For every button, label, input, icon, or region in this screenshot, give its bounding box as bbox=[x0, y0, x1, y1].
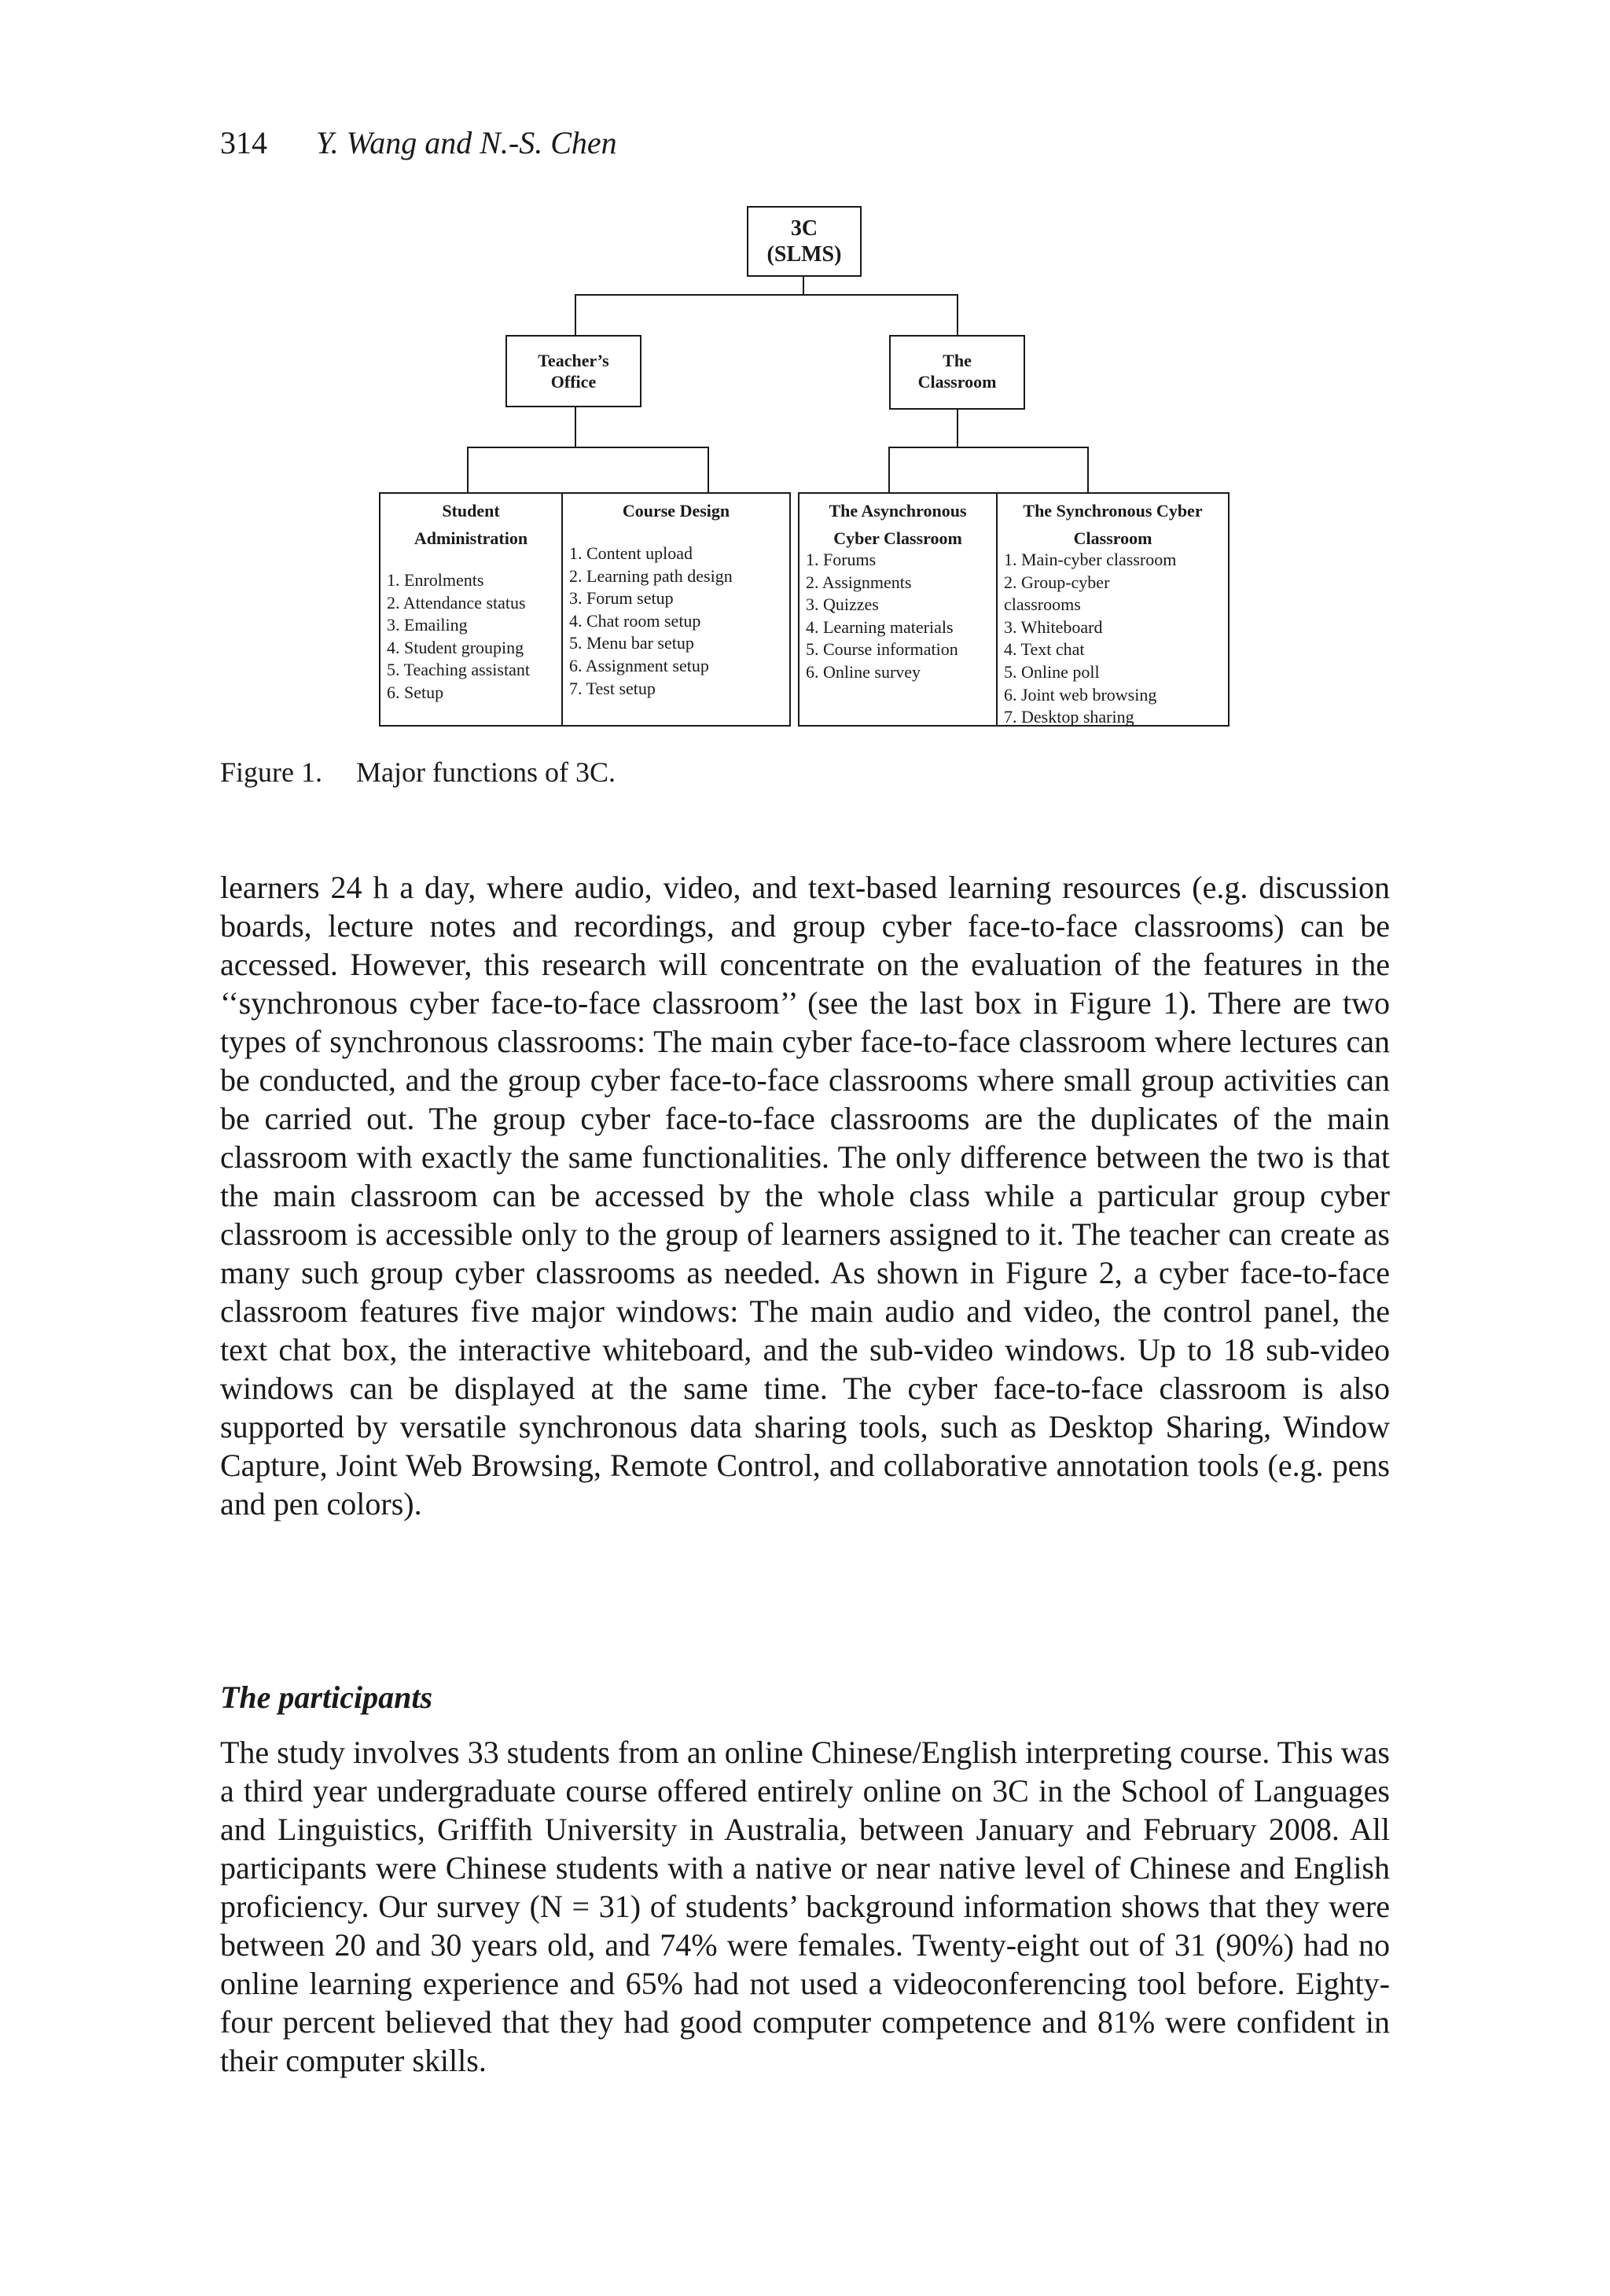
authors: Y. Wang and N.-S. Chen bbox=[316, 125, 617, 160]
the-classroom-title-line1: The bbox=[943, 351, 972, 370]
list-item: 7. Desktop sharing bbox=[1004, 707, 1134, 727]
list-item: 3. Emailing bbox=[387, 615, 468, 635]
list-item: 5. Menu bar setup bbox=[569, 633, 694, 653]
list-item: 4. Student grouping bbox=[387, 637, 524, 657]
sync-title-line1: The Synchronous Cyber bbox=[1023, 501, 1203, 521]
teachers-office-title-line1: Teacher’s bbox=[538, 351, 609, 370]
list-item: 4. Chat room setup bbox=[569, 610, 701, 631]
page-number: 314 bbox=[220, 125, 267, 160]
async-cyber-classroom-box bbox=[798, 492, 998, 727]
list-item: 2. Assignments bbox=[806, 572, 912, 592]
root-box-3c-slms bbox=[747, 206, 862, 277]
sync-title-line2: Classroom bbox=[1073, 528, 1152, 548]
connector-office-down bbox=[575, 407, 576, 448]
list-item: 4. Learning materials bbox=[806, 616, 954, 637]
connector-office-horizontal bbox=[467, 447, 709, 448]
connector-root-down bbox=[803, 277, 804, 296]
list-item: 2. Attendance status bbox=[387, 592, 526, 613]
course-design-list bbox=[569, 543, 783, 700]
course-design-box bbox=[561, 492, 791, 727]
connector-classroom-down bbox=[957, 410, 958, 448]
connector-to-teachers-office bbox=[575, 294, 576, 335]
list-item: 2. Learning path design bbox=[569, 565, 733, 586]
list-item: 1. Main-cyber classroom bbox=[1004, 550, 1177, 569]
paragraph-text: The study involves 33 students from an online Chinese/English interpreting course. This was a third year undergraduate course offered entirely online on 3C in the School of Languages and Linguistics, Griffith University in Australia, between January and February 2008. All participants were Chinese students with a native or near native level of Chinese and English proficiency. Our survey (N = 31) of students’ background information shows that they were between 20 and 30 years old, and 74% were females. Twenty-eight out of 31 (90%) had no online learning experience and 65% had not used a videoconferencing tool before. Eighty-four percent believed that they had good computer competence and 81% were confident in their computer skills. bbox=[220, 1735, 1390, 2078]
root-box-title-line2: (SLMS) bbox=[766, 242, 842, 267]
student-administration-box bbox=[379, 492, 563, 727]
list-item: 5. Teaching assistant bbox=[387, 660, 530, 680]
student-administration-title-line2: Administration bbox=[414, 528, 528, 548]
root-box-title-line1: 3C bbox=[790, 216, 818, 241]
course-design-title: Course Design bbox=[622, 501, 730, 521]
list-item: 3. Forum setup bbox=[569, 588, 674, 609]
list-item: 6. Assignment setup bbox=[569, 655, 709, 675]
student-administration-list bbox=[387, 569, 555, 705]
body-paragraph-1 bbox=[220, 868, 1390, 1523]
list-item: 5. Course information bbox=[806, 639, 958, 660]
list-item: 4. Text chat bbox=[1004, 639, 1085, 660]
list-item: 6. Joint web browsing bbox=[1004, 684, 1157, 705]
async-title-line1: The Asynchronous bbox=[829, 501, 967, 521]
section-heading: The participants bbox=[220, 1680, 433, 1715]
teachers-office-box bbox=[505, 335, 641, 407]
list-item: 3. Quizzes bbox=[806, 594, 879, 615]
connector-to-course-design bbox=[708, 447, 709, 492]
figure-1 bbox=[0, 0, 1610, 786]
figure-caption-text: Major functions of 3C. bbox=[356, 756, 616, 788]
list-item: 1. Forums bbox=[806, 550, 877, 569]
figure-caption-label: Figure 1. bbox=[220, 756, 322, 788]
the-classroom-box bbox=[889, 335, 1025, 410]
async-list bbox=[806, 549, 990, 684]
list-item: 2. Group-cyber classrooms bbox=[1004, 572, 1110, 615]
the-classroom-title-line2: Classroom bbox=[917, 372, 997, 392]
connector-to-classroom bbox=[957, 294, 958, 335]
body-paragraph-2 bbox=[220, 1733, 1390, 2080]
list-item: 5. Online poll bbox=[1004, 661, 1100, 682]
connector-to-student-admin bbox=[467, 447, 469, 492]
connector-classroom-horizontal bbox=[888, 447, 1089, 448]
async-title-line2: Cyber Classroom bbox=[833, 528, 962, 548]
student-administration-title-line1: Student bbox=[442, 501, 500, 521]
list-item: 7. Test setup bbox=[569, 678, 656, 698]
paragraph-text: learners 24 h a day, where audio, video, and text-based learning resources (e.g. discussion boards, lecture notes and recordings, and group cyber face-to-face classrooms) can be accessed. However, this research will concentrate on the evaluation of the features in the ‘‘synchronous cyber face-to-face classroom’’ (see the last box in Figure 1). There are two types of synchronous classrooms: The main cyber face-to-face classroom where lectures can be conducted, and the group cyber face-to-face classrooms where small group activities can be carried out. The group cyber face-to-face classrooms are the duplicates of the main classroom with exactly the same functionalities. The only difference between the two is that the main classroom can be accessed by the whole class while a particular group cyber classroom is accessible only to the group of learners assigned to it. The teacher can create as many such group cyber classrooms as needed. As shown in Figure 2, a cyber face-to-face classroom features five major windows: The main audio and video, the control panel, the text chat box, the interactive whiteboard, and the sub-video windows. Up to 18 sub-video windows can be displayed at the same time. The cyber face-to-face classroom is also supported by versatile synchronous data sharing tools, such as Desktop Sharing, Window Capture, Joint Web Browsing, Remote Control, and collaborative annotation tools (e.g. pens and pen colors). bbox=[220, 870, 1390, 1521]
connector-to-async bbox=[888, 447, 890, 492]
list-item: 3. Whiteboard bbox=[1004, 616, 1103, 637]
sync-cyber-classroom-box bbox=[996, 492, 1230, 727]
list-item: 1. Content upload bbox=[569, 543, 693, 563]
connector-top-horizontal bbox=[575, 294, 958, 296]
list-item: 6. Online survey bbox=[806, 661, 921, 682]
teachers-office-title-line2: Office bbox=[550, 372, 597, 392]
connector-to-sync bbox=[1087, 447, 1089, 492]
sync-list bbox=[1004, 549, 1177, 729]
figure-caption bbox=[220, 755, 616, 789]
list-item: 6. Setup bbox=[387, 682, 444, 702]
list-item: 1. Enrolments bbox=[387, 570, 484, 590]
